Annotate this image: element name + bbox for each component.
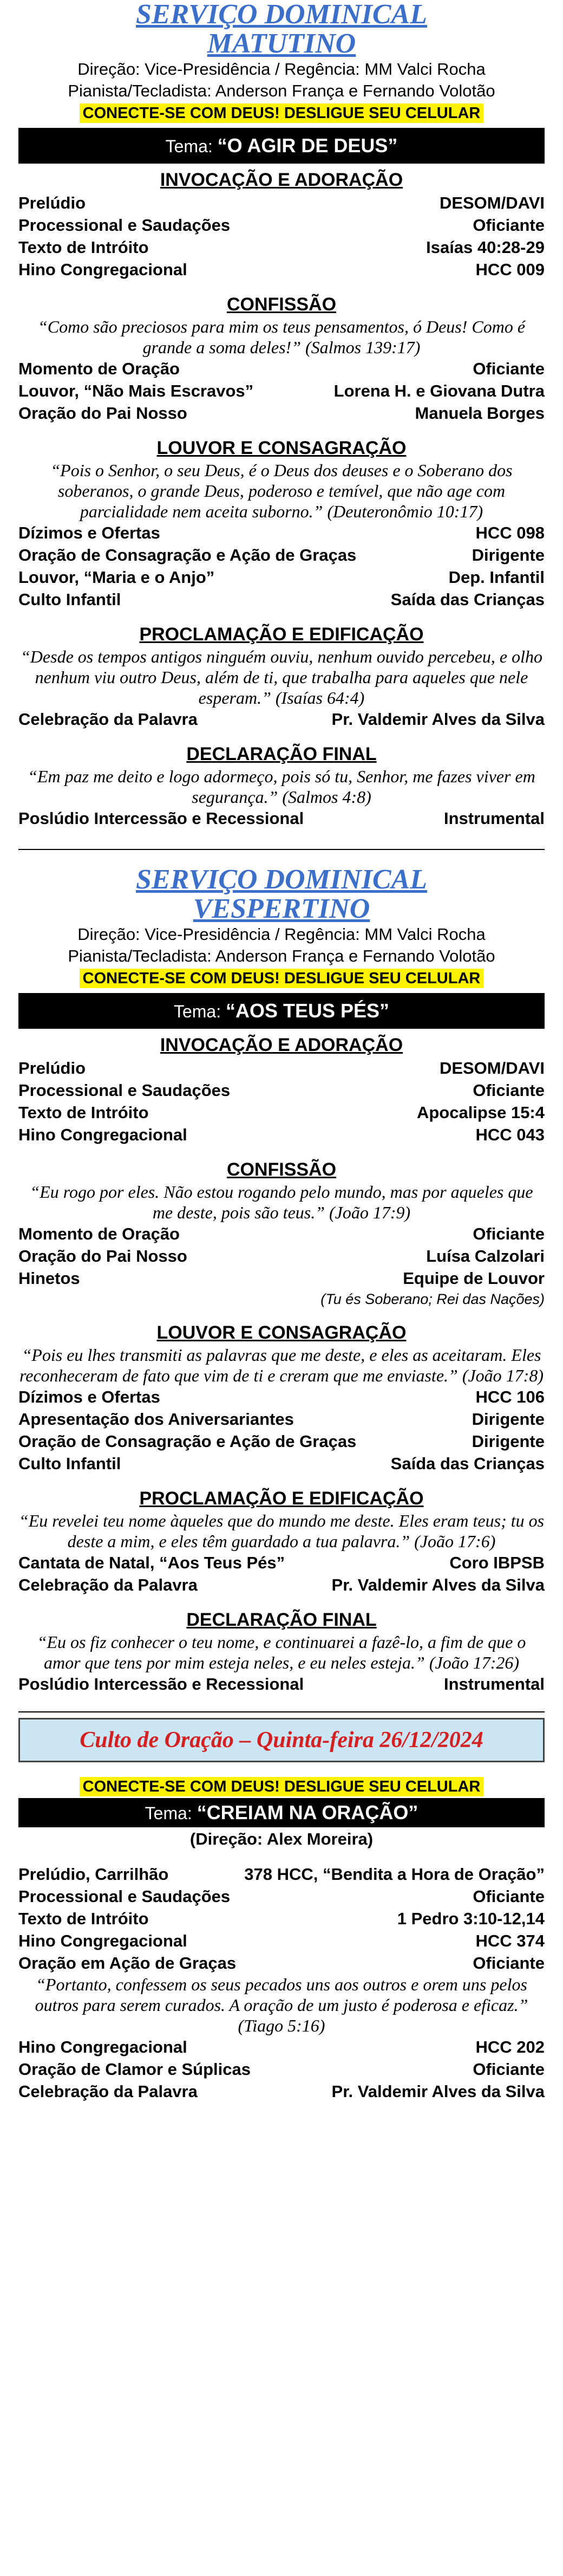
- evening-service: [18, 865, 545, 1695]
- program-item: Celebração da Palavra: [18, 710, 198, 729]
- prayer-service: [18, 1718, 545, 2103]
- morning-invocacao-heading: INVOCAÇÃO E ADORAÇÃO: [160, 170, 403, 190]
- program-item: Oração do Pai Nosso: [18, 1247, 187, 1266]
- program-row: [18, 1452, 545, 1475]
- program-row: [18, 1079, 545, 1101]
- program-row: [18, 1124, 545, 1146]
- evening-confissao-heading: CONFISSÃO: [226, 1159, 337, 1180]
- program-item: Culto Infantil: [18, 1454, 121, 1473]
- program-row: [18, 1907, 545, 1930]
- program-row: [18, 1885, 545, 1907]
- program-responsible: Pr. Valdemir Alves da Silva: [331, 1575, 545, 1594]
- program-item: Texto de Intróito: [18, 1103, 149, 1122]
- morning-theme-label: Tema:: [165, 137, 213, 156]
- evening-final-quote: “Eu os fiz conhecer o teu nome, e continuarei a fazê-lo, a fim de que o amor que tens por mim esteja neles, e eu neles esteja.” (João 17:26): [37, 1632, 526, 1672]
- prayer-direction: (Direção: Alex Moreira): [189, 1829, 374, 1848]
- section-divider-2: [18, 1711, 545, 1712]
- morning-direction: Direção: Vice-Presidência / Regência: MM Valci Rocha: [77, 60, 486, 79]
- evening-final-list: [18, 1673, 545, 1695]
- evening-confissao-list: [18, 1223, 545, 1289]
- program-row: [18, 214, 545, 236]
- program-row: [18, 2080, 545, 2103]
- program-item: Processional e Saudações: [18, 216, 231, 235]
- program-responsible: HCC 202: [475, 2038, 545, 2056]
- morning-louvor-quote: “Pois o Senhor, o seu Deus, é o Deus dos deuses e o Soberano dos soberanos, o grande Deus, poderoso e temível, que não age com parcialidade nem aceita suborno.” (Deuteronômio 10:17): [50, 460, 513, 521]
- program-responsible: Dep. Infantil: [448, 568, 545, 587]
- program-row: [18, 1408, 545, 1430]
- evening-hinetos-note: (Tu és Soberano; Rei das Nações): [320, 1291, 545, 1307]
- program-row: [18, 2036, 545, 2058]
- program-item: Hino Congregacional: [18, 1931, 187, 1950]
- morning-pianists: Pianista/Tecladista: Anderson França e Fernando Volotão: [68, 81, 495, 100]
- prayer-banner-text: Culto de Oração – Quinta-feira 26/12/2024: [80, 1728, 483, 1753]
- morning-confissao-heading: CONFISSÃO: [226, 294, 337, 315]
- program-item: Prelúdio: [18, 193, 86, 212]
- morning-final-list: [18, 807, 545, 829]
- program-responsible: Manuela Borges: [415, 404, 545, 423]
- program-responsible: Saída das Crianças: [390, 590, 545, 609]
- program-responsible: HCC 098: [475, 523, 545, 542]
- program-item: Hino Congregacional: [18, 2038, 187, 2056]
- program-row: [18, 1430, 545, 1452]
- program-item: Louvor, “Não Mais Escravos”: [18, 381, 254, 400]
- program-responsible: HCC 043: [475, 1125, 545, 1144]
- evening-title-line2: VESPERTINO: [193, 893, 370, 924]
- morning-title-line1: SERVIÇO DOMINICAL: [135, 0, 427, 30]
- program-responsible: Oficiante: [473, 2060, 545, 2079]
- program-item: Processional e Saudações: [18, 1081, 231, 1100]
- program-responsible: DESOM/DAVI: [439, 1059, 545, 1078]
- program-row: [18, 2058, 545, 2080]
- program-responsible: Lorena H. e Giovana Dutra: [333, 381, 545, 400]
- program-item: Texto de Intróito: [18, 1909, 149, 1928]
- program-item: Oração do Pai Nosso: [18, 404, 187, 423]
- morning-theme: “O AGIR DE DEUS”: [217, 134, 398, 157]
- evening-invocacao-heading: INVOCAÇÃO E ADORAÇÃO: [160, 1035, 403, 1055]
- program-row: [18, 358, 545, 380]
- program-item: Prelúdio: [18, 1059, 86, 1078]
- section-divider: [18, 849, 545, 850]
- prayer-banner: [18, 1718, 545, 1762]
- program-responsible: Saída das Crianças: [390, 1454, 545, 1473]
- program-row: [18, 1101, 545, 1124]
- program-item: Momento de Oração: [18, 1224, 180, 1243]
- program-item: Texto de Intróito: [18, 238, 149, 257]
- morning-louvor-list: [18, 522, 545, 611]
- program-row: [18, 192, 545, 214]
- prayer-quote: “Portanto, confessem os seus pecados uns aos outros e orem uns pelos outros para serem curados. A oração de um justo é poderosa e eficaz.” (Tiago 5:16): [35, 1975, 528, 2035]
- program-row: [18, 1386, 545, 1408]
- evening-proclamacao-heading: PROCLAMAÇÃO E EDIFICAÇÃO: [139, 1488, 424, 1509]
- program-row: [18, 544, 545, 566]
- program-responsible: 378 HCC, “Bendita a Hora de Oração”: [244, 1865, 545, 1884]
- program-item: Apresentação dos Aniversariantes: [18, 1410, 294, 1429]
- program-responsible: Oficiante: [473, 1887, 545, 1906]
- program-row: [18, 1574, 545, 1596]
- program-responsible: Instrumental: [443, 809, 545, 828]
- program-item: Processional e Saudações: [18, 1887, 231, 1906]
- evening-proclamacao-list: [18, 1552, 545, 1596]
- evening-phone-notice: CONECTE-SE COM DEUS! DESLIGUE SEU CELULAR: [80, 969, 484, 988]
- morning-confissao-quote: “Como são preciosos para mim os teus pensamentos, ó Deus! Como é grande a soma deles!” (Salmos 139:17): [37, 317, 526, 357]
- evening-louvor-quote: “Pois eu lhes transmiti as palavras que me deste, e eles as aceitaram. Eles reconheceram de fato que vim de ti e creram que me enviaste.” (João 17:8): [19, 1345, 544, 1385]
- prayer-phone-notice: CONECTE-SE COM DEUS! DESLIGUE SEU CELULAR: [80, 1777, 484, 1796]
- prayer-theme: “CREIAM NA ORAÇÃO”: [197, 1801, 418, 1824]
- program-responsible: Oficiante: [473, 1081, 545, 1100]
- program-item: Oração de Consagração e Ação de Graças: [18, 1432, 357, 1451]
- prayer-theme-label: Tema:: [145, 1803, 192, 1823]
- program-row: [18, 1673, 545, 1695]
- program-row: [18, 402, 545, 424]
- program-row: [18, 1245, 545, 1267]
- program-item: Cantata de Natal, “Aos Teus Pés”: [18, 1553, 285, 1572]
- program-responsible: Pr. Valdemir Alves da Silva: [331, 710, 545, 729]
- morning-invocacao-list: [18, 192, 545, 281]
- morning-proclamacao-heading: PROCLAMAÇÃO E EDIFICAÇÃO: [139, 624, 424, 645]
- program-row: [18, 522, 545, 544]
- program-item: Oração de Consagração e Ação de Graças: [18, 546, 357, 564]
- evening-final-heading: DECLARAÇÃO FINAL: [186, 1610, 377, 1630]
- prayer-list-b: [18, 2036, 545, 2103]
- morning-service: [18, 0, 545, 829]
- program-row: [18, 1057, 545, 1079]
- program-responsible: HCC 106: [475, 1387, 545, 1406]
- program-row: [18, 1267, 545, 1289]
- evening-invocacao-list: [18, 1057, 545, 1146]
- program-item: Dízimos e Ofertas: [18, 523, 160, 542]
- program-responsible: Equipe de Louvor: [403, 1269, 545, 1288]
- morning-louvor-heading: LOUVOR E CONSAGRAÇÃO: [156, 438, 407, 458]
- program-row: [18, 380, 545, 402]
- evening-confissao-quote: “Eu rogo por eles. Não estou rogando pelo mundo, mas por aqueles que me deste, pois são teus.” (João 17:9): [30, 1182, 533, 1222]
- evening-louvor-list: [18, 1386, 545, 1475]
- program-responsible: Dirigente: [472, 1410, 545, 1429]
- program-responsible: Oficiante: [473, 1954, 545, 1972]
- program-item: Prelúdio, Carrilhão: [18, 1865, 169, 1884]
- morning-final-heading: DECLARAÇÃO FINAL: [186, 744, 377, 764]
- evening-theme-bar: [18, 993, 545, 1029]
- program-row: [18, 588, 545, 611]
- program-row: [18, 236, 545, 258]
- program-item: Louvor, “Maria e o Anjo”: [18, 568, 215, 587]
- program-row: [18, 708, 545, 730]
- program-responsible: Oficiante: [473, 359, 545, 378]
- program-responsible: Pr. Valdemir Alves da Silva: [331, 2082, 545, 2101]
- evening-direction: Direção: Vice-Presidência / Regência: MM Valci Rocha: [77, 925, 486, 944]
- evening-title-line1: SERVIÇO DOMINICAL: [135, 864, 427, 895]
- program-item: Culto Infantil: [18, 590, 121, 609]
- morning-confissao-list: [18, 358, 545, 424]
- morning-proclamacao-quote: “Desde os tempos antigos ninguém ouviu, nenhum ouvido percebeu, e olho nenhum viu outro Deus, além de ti, que trabalha para aqueles que nele esperam.” (Isaías 64:4): [21, 647, 542, 708]
- program-responsible: Apocalipse 15:4: [416, 1103, 545, 1122]
- program-responsible: HCC 374: [475, 1931, 545, 1950]
- program-responsible: Instrumental: [443, 1675, 545, 1693]
- morning-phone-notice: CONECTE-SE COM DEUS! DESLIGUE SEU CELULAR: [80, 103, 484, 123]
- program-row: [18, 1863, 545, 1885]
- program-item: Hino Congregacional: [18, 1125, 187, 1144]
- program-item: Poslúdio Intercessão e Recessional: [18, 809, 304, 828]
- program-responsible: Oficiante: [473, 216, 545, 235]
- evening-proclamacao-quote: “Eu revelei teu nome àqueles que do mundo me deste. Eles eram teus; tu os deste a mim, e eles têm guardado a tua palavra.” (João 17:6): [18, 1511, 545, 1551]
- evening-pianists: Pianista/Tecladista: Anderson França e Fernando Volotão: [68, 946, 495, 965]
- program-row: [18, 566, 545, 588]
- morning-proclamacao-list: [18, 708, 545, 730]
- program-responsible: Oficiante: [473, 1224, 545, 1243]
- program-row: [18, 258, 545, 281]
- prayer-list-a: [18, 1863, 545, 1974]
- program-item: Celebração da Palavra: [18, 1575, 198, 1594]
- program-item: Celebração da Palavra: [18, 2082, 198, 2101]
- program-row: [18, 1930, 545, 1952]
- morning-title-line2: MATUTINO: [207, 28, 356, 59]
- prayer-theme-bar: [18, 1798, 545, 1827]
- program-responsible: DESOM/DAVI: [439, 193, 545, 212]
- program-item: Oração de Clamor e Súplicas: [18, 2060, 251, 2079]
- program-responsible: Luísa Calzolari: [426, 1247, 545, 1266]
- program-row: [18, 1952, 545, 1974]
- program-responsible: HCC 009: [475, 260, 545, 279]
- program-item: Momento de Oração: [18, 359, 180, 378]
- program-row: [18, 1223, 545, 1245]
- program-item: Hinetos: [18, 1269, 80, 1288]
- program-responsible: Coro IBPSB: [449, 1553, 545, 1572]
- evening-louvor-heading: LOUVOR E CONSAGRAÇÃO: [156, 1322, 407, 1343]
- evening-theme: “AOS TEUS PÉS”: [225, 1000, 390, 1022]
- program-item: Oração em Ação de Graças: [18, 1954, 237, 1972]
- program-responsible: Isaías 40:28-29: [426, 238, 545, 257]
- program-responsible: 1 Pedro 3:10-12,14: [397, 1909, 545, 1928]
- program-item: Hino Congregacional: [18, 260, 187, 279]
- evening-theme-label: Tema:: [173, 1002, 221, 1021]
- program-responsible: Dirigente: [472, 546, 545, 564]
- program-row: [18, 807, 545, 829]
- program-responsible: Dirigente: [472, 1432, 545, 1451]
- program-row: [18, 1552, 545, 1574]
- morning-theme-bar: [18, 128, 545, 164]
- program-item: Poslúdio Intercessão e Recessional: [18, 1675, 304, 1693]
- morning-final-quote: “Em paz me deito e logo adormeço, pois só tu, Senhor, me fazes viver em segurança.” (Salmos 4:8): [28, 767, 535, 807]
- program-item: Dízimos e Ofertas: [18, 1387, 160, 1406]
